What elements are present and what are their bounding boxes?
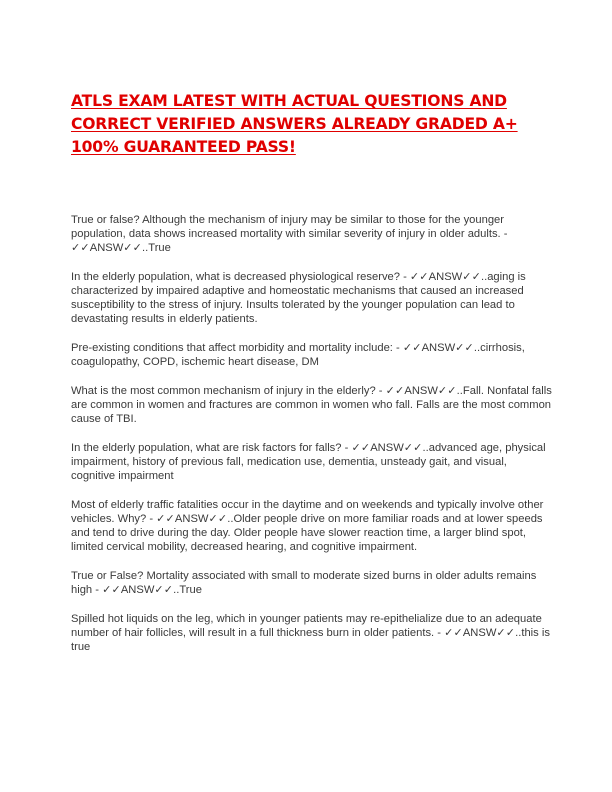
qa-paragraph-7: True or False? Mortality associated with small to moderate sized burns in older adults remains high - ✓✓ANSW✓✓..True — [71, 570, 537, 596]
qa-paragraph-3: Pre-existing conditions that affect morbidity and mortality include: - ✓✓ANSW✓✓..cirrhosis, coagulopathy, COPD, ischemic heart disease, DM — [71, 342, 525, 368]
qa-paragraph-4: What is the most common mechanism of injury in the elderly? - ✓✓ANSW✓✓..Fall. Nonfatal falls are common in women and fractures are common in women who fall. Falls are the most common cause of TBI. — [71, 385, 552, 425]
document-title: ATLS EXAM LATEST WITH ACTUAL QUESTIONS AND CORRECT VERIFIED ANSWERS ALREADY GRADED A+ 100% GUARANTEED PASS! — [71, 92, 518, 156]
qa-paragraph-6: Most of elderly traffic fatalities occur in the daytime and on weekends and typically involve other vehicles. Why? - ✓✓ANSW✓✓..Older people drive on more familiar roads and at lower speeds and tend to drive during the day. Older people have slower reaction time, a larger blind spot, limited cervical mobility, decreased hearing, and cognitive impairment. — [71, 499, 544, 553]
qa-paragraph-1: True or false? Although the mechanism of injury may be similar to those for the younger population, data shows increased mortality with similar severity of injury in older adults. - ✓✓ANSW✓✓..True — [71, 214, 508, 254]
qa-paragraph-5: In the elderly population, what are risk factors for falls? - ✓✓ANSW✓✓..advanced age, physical impairment, history of previous fall, medication use, dementia, unsteady gait, and visual, cognitive impairment — [71, 442, 546, 482]
qa-paragraph-8: Spilled hot liquids on the leg, which in younger patients may re-epithelialize due to an adequate number of hair follicles, will result in a full thickness burn in older patients. - ✓✓ANSW✓✓..this is true — [71, 613, 550, 653]
qa-paragraph-2: In the elderly population, what is decreased physiological reserve? - ✓✓ANSW✓✓..aging is characterized by impaired adaptive and homeostatic mechanisms that caused an increased susceptibility to the stress of injury. Insults tolerated by the younger population can lead to devastating results in elderly patients. — [71, 271, 526, 325]
document-body — [71, 213, 553, 669]
